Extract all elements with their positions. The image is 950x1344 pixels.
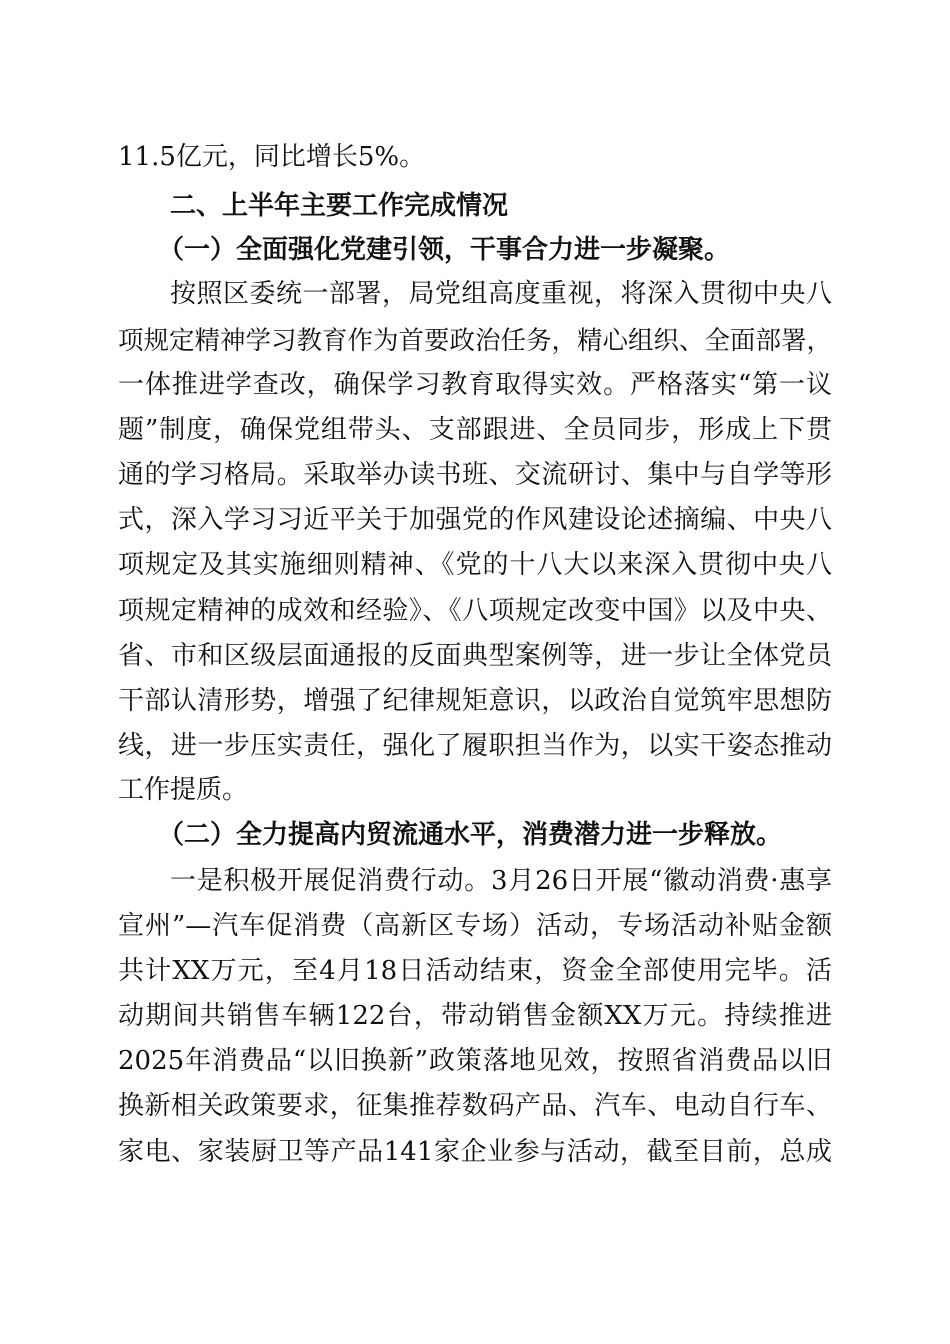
paragraph-line: 宣州”—汽车促消费（高新区专场）活动，专场活动补贴金额	[118, 911, 832, 941]
paragraph-line: 按照区委统一部署，局党组高度重视，将深入贯彻中央八	[170, 279, 832, 309]
paragraph-line: 线，进一步压实责任，强化了履职担当作为，以实干姿态推动	[118, 731, 832, 761]
subsection-heading: （二）全力提高内贸流通水平，消费潜力进一步释放。	[158, 820, 783, 850]
paragraph-line: 工作提质。	[118, 775, 249, 805]
paragraph-line: 题”制度，确保党组带头、支部跟进、全员同步，形成上下贯	[118, 415, 832, 445]
paragraph-line: 换新相关政策要求，征集推荐数码产品、汽车、电动自行车、	[118, 1091, 832, 1121]
paragraph-line: 式，深入学习习近平关于加强党的作风建设论述摘编、中央八	[118, 505, 832, 535]
paragraph-line: 2025年消费品“以旧换新”政策落地见效，按照省消费品以旧	[118, 1046, 832, 1076]
paragraph-line: 项规定及其实施细则精神、《党的十八大以来深入贯彻中央八	[118, 550, 832, 580]
paragraph-line: 共计XX万元，至4月18日活动结束，资金全部使用完毕。活	[118, 956, 832, 986]
paragraph-line: 11.5亿元，同比增长5%。	[118, 142, 426, 172]
section-heading: 二、上半年主要工作完成情况	[170, 191, 509, 221]
paragraph-line: 项规定精神的成效和经验》、《八项规定改变中国》以及中央、	[118, 596, 832, 626]
paragraph-line: 家电、家装厨卫等产品141家企业参与活动，截至目前，总成	[118, 1137, 832, 1167]
paragraph-line: 一体推进学查改，确保学习教育取得实效。严格落实“第一议	[118, 370, 832, 400]
paragraph-line: 省、市和区级层面通报的反面典型案例等，进一步让全体党员	[118, 641, 832, 671]
paragraph-line: 项规定精神学习教育作为首要政治任务，精心组织、全面部署，	[118, 326, 833, 356]
paragraph-line: 动期间共销售车辆122台，带动销售金额XX万元。持续推进	[118, 1001, 832, 1031]
paragraph-line: 通的学习格局。采取举办读书班、交流研讨、集中与自学等形	[118, 460, 832, 490]
paragraph-line: 干部认清形势，增强了纪律规矩意识，以政治自觉筑牢思想防	[118, 686, 832, 716]
subsection-heading: （一）全面强化党建引领，干事合力进一步凝聚。	[158, 235, 731, 265]
paragraph-line: 一是积极开展促消费行动。3月26日开展“徽动消费·惠享	[170, 866, 832, 896]
